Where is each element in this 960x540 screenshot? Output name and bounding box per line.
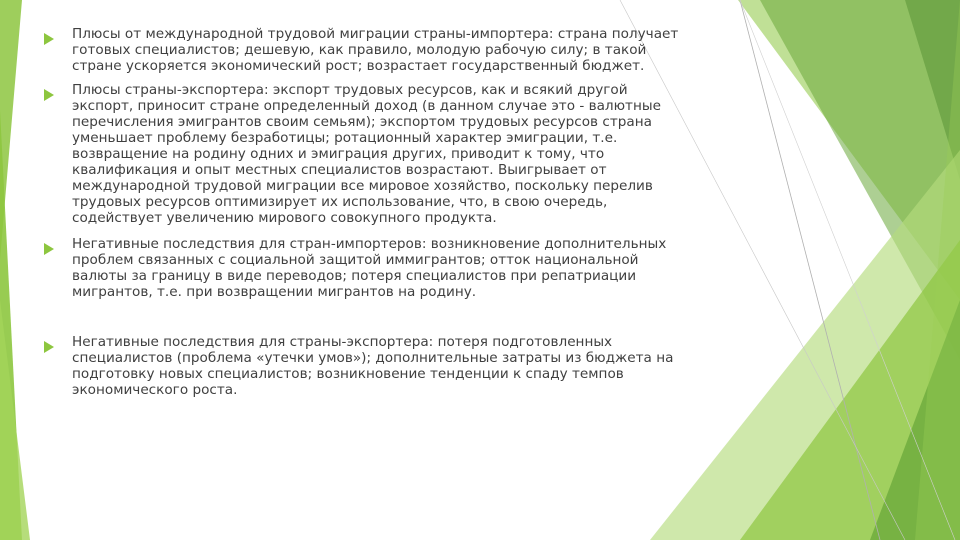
right-triangle-icon	[44, 334, 72, 357]
right-triangle-icon	[44, 26, 72, 49]
bullet-text: Негативные последствия для страны-экспортера: потеря подготовленных специалистов (проблема «утечки умов»); дополнительные затраты из бюджета на подготовку новых специалистов; возникновение тенденции к спаду темпов экономического роста.	[72, 334, 674, 398]
right-triangle-icon	[44, 236, 72, 259]
bullet-item	[44, 82, 744, 226]
bullet-item	[44, 26, 744, 74]
bullet-list	[44, 26, 744, 398]
bullet-text: Плюсы страны-экспортера: экспорт трудовых ресурсов, как и всякий другой экспорт, приносит стране определенный доход (в данном случае это - валютные перечисления эмигрантов своим семьям); экспортом трудовых ресурсов страна уменьшает проблему безработицы; ротационный характер эмиграции, т.е. возвращение на родину одних и эмиграция других, приводит к тому, что квалификация и опыт местных специалистов возрастают. Выигрывает от международной трудовой миграции все мировое хозяйство, поскольку перелив трудовых ресурсов оптимизирует их использование, что, в свою очередь, содействует увеличению мирового совокупного продукта.	[72, 82, 661, 226]
bullet-text: Плюсы от международной трудовой миграции страны-импортера: страна получает готовых специалистов; дешевую, как правило, молодую рабочую силу; в такой стране ускоряется экономический рост; возрастает государственный бюджет.	[72, 26, 679, 74]
right-triangle-icon	[44, 82, 72, 105]
bullet-item	[44, 334, 744, 398]
bullet-text: Негативные последствия для стран-импортеров: возникновение дополнительных проблем связанных с социальной защитой иммигрантов; отток национальной валюты за границу в виде переводов; потеря специалистов при репатриации мигрантов, т.е. при возвращении мигрантов на родину.	[72, 236, 667, 300]
bullet-item	[44, 236, 744, 300]
